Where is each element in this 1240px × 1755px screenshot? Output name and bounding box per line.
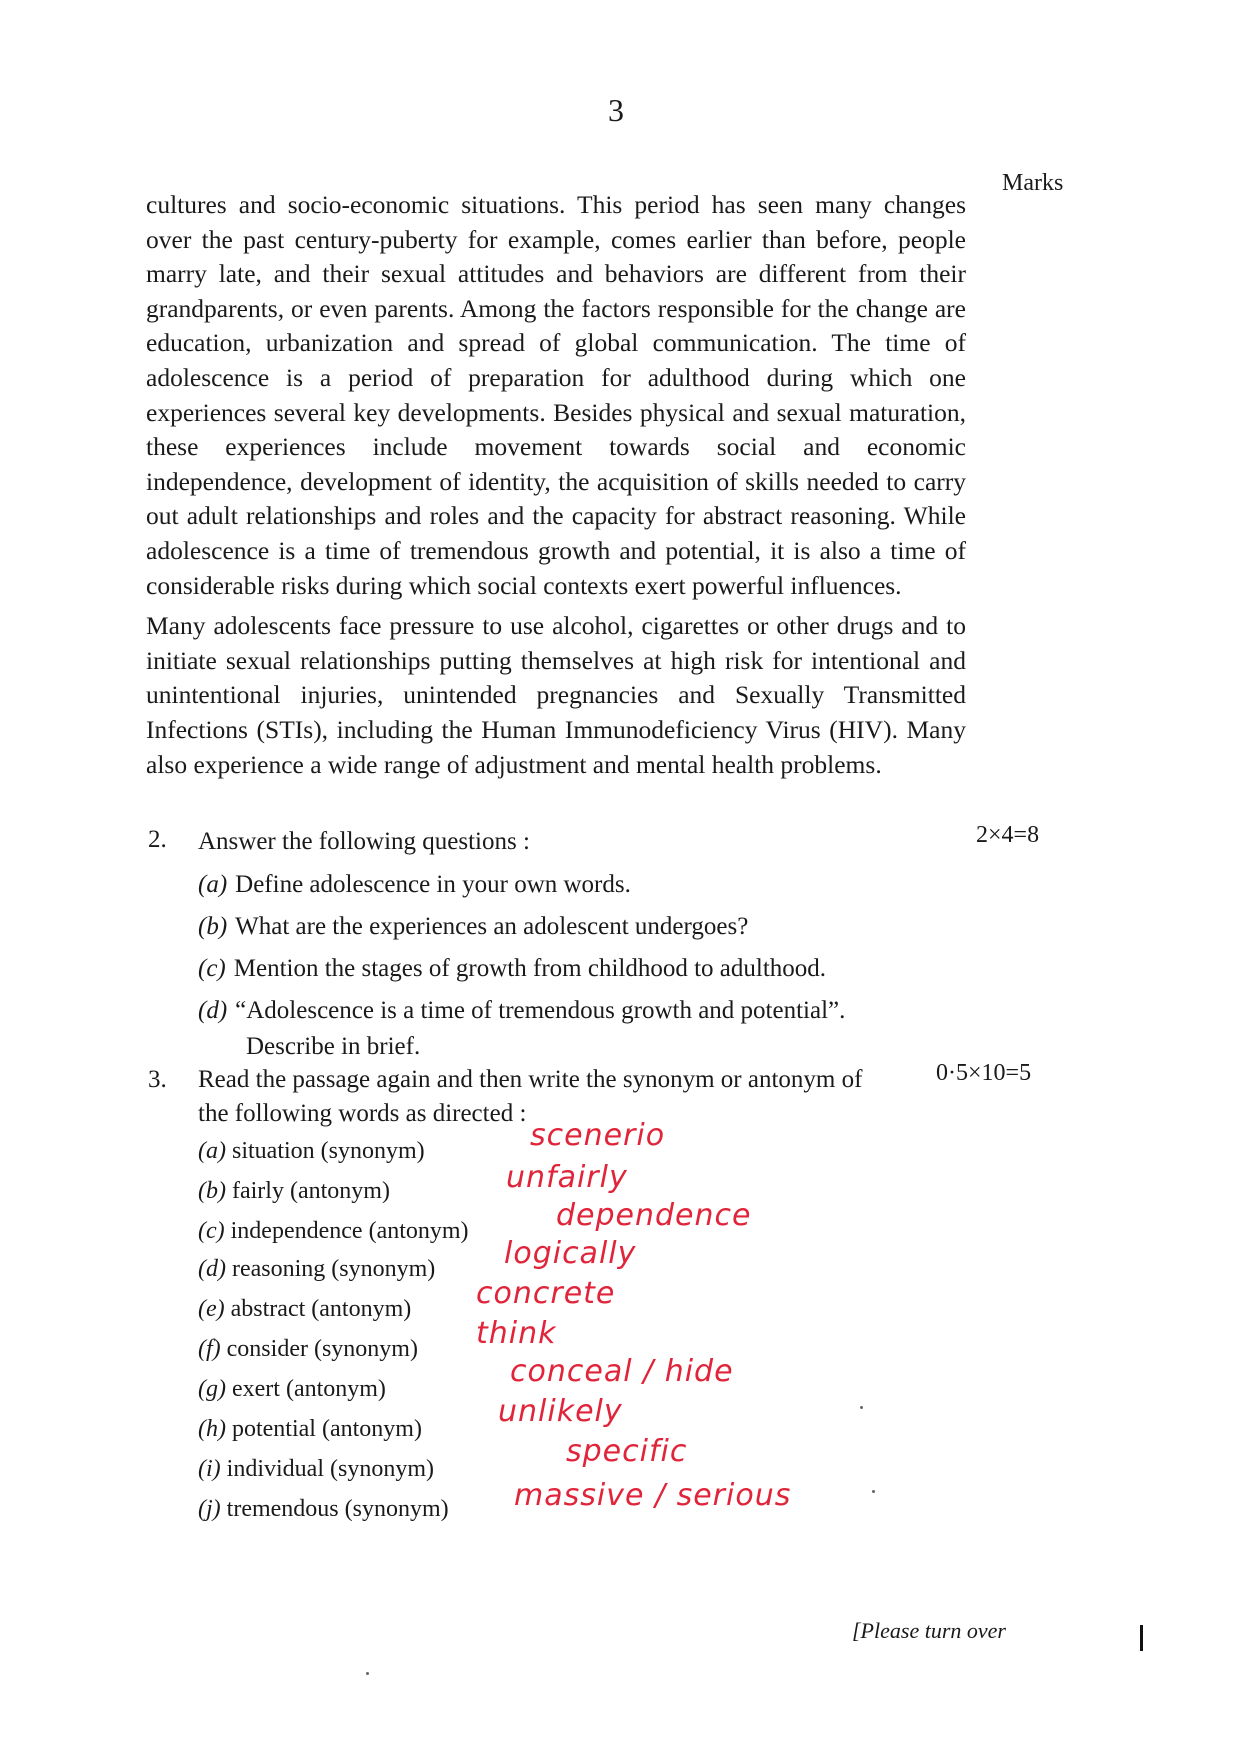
handwritten-answer-c: dependence bbox=[556, 1198, 752, 1233]
word-item-i bbox=[198, 1456, 434, 1483]
handwritten-answer-i: specific bbox=[566, 1434, 688, 1469]
item-label: (d) bbox=[198, 997, 228, 1024]
scan-speck bbox=[872, 1490, 875, 1493]
item-label: (e) bbox=[198, 1296, 225, 1322]
handwritten-answer-h: unlikely bbox=[498, 1394, 623, 1429]
item-text: tremendous (synonym) bbox=[226, 1496, 449, 1522]
item-text: “Adolescence is a time of tremendous growth and potential”. bbox=[235, 997, 846, 1024]
item-text: consider (synonym) bbox=[226, 1336, 418, 1362]
question-3-number: 3. bbox=[148, 1066, 167, 1093]
word-item-f bbox=[198, 1336, 418, 1363]
item-label: (c) bbox=[198, 1218, 225, 1244]
item-text: exert (antonym) bbox=[231, 1376, 386, 1402]
word-item-a bbox=[198, 1138, 425, 1165]
scan-speck bbox=[860, 1406, 863, 1409]
item-label: (f) bbox=[198, 1336, 221, 1362]
question-2-marks: 2×4=8 bbox=[976, 822, 1040, 848]
question-2-item-d bbox=[198, 994, 845, 1028]
question-2-item-b bbox=[198, 910, 748, 944]
item-text: potential (antonym) bbox=[231, 1416, 422, 1442]
item-label: (d) bbox=[198, 1256, 226, 1282]
item-text: reasoning (synonym) bbox=[231, 1256, 436, 1282]
item-label: (c) bbox=[198, 955, 226, 982]
item-text: individual (synonym) bbox=[226, 1456, 434, 1482]
handwritten-answer-a: scenerio bbox=[530, 1118, 666, 1153]
item-label: (a) bbox=[198, 1138, 226, 1164]
item-text: Define adolescence in your own words. bbox=[235, 871, 631, 898]
handwritten-answer-g: conceal / hide bbox=[510, 1354, 734, 1389]
word-item-c bbox=[198, 1218, 469, 1245]
word-item-b bbox=[198, 1178, 390, 1205]
marks-column-header: Marks bbox=[1002, 170, 1064, 196]
item-text: What are the experiences an adolescent undergoes? bbox=[235, 913, 749, 940]
question-3-marks: 0·5×10=5 bbox=[936, 1060, 1032, 1086]
question-3-lead-line2: the following words as directed : bbox=[198, 1100, 527, 1127]
word-item-d bbox=[198, 1256, 435, 1283]
item-label: (j) bbox=[198, 1496, 221, 1522]
item-text: situation (synonym) bbox=[231, 1138, 425, 1164]
scan-speck bbox=[366, 1672, 369, 1675]
item-label: (b) bbox=[198, 913, 228, 940]
item-label: (i) bbox=[198, 1456, 221, 1482]
item-text: independence (antonym) bbox=[230, 1218, 469, 1244]
handwritten-answer-e: concrete bbox=[476, 1276, 616, 1311]
item-text: Mention the stages of growth from childhood to adulthood. bbox=[233, 955, 827, 982]
passage-paragraph-2: Many adolescents face pressure to use alcohol, cigarettes or other drugs and to initiate sexual relationships putting themselves at high risk for intentional and unintentional injuries, unintended pregnancies and Sexually Transmitted Infections (STIs), including the Human Immunodeficiency Virus (HIV). Many also experience a wide range of adjustment and mental health problems. bbox=[146, 611, 966, 779]
word-item-e bbox=[198, 1296, 411, 1323]
question-2-item-d-line2: Describe in brief. bbox=[246, 1033, 421, 1060]
question-3-lead-line1: Read the passage again and then write the synonym or antonym of bbox=[198, 1066, 863, 1093]
handwritten-answer-d: logically bbox=[504, 1236, 637, 1271]
question-2-lead: Answer the following questions : bbox=[198, 828, 530, 855]
handwritten-answer-b: unfairly bbox=[506, 1160, 628, 1195]
margin-mark bbox=[1140, 1625, 1143, 1651]
question-2-item-a bbox=[198, 868, 631, 902]
passage-paragraph-1: cultures and socio-economic situations. This period has seen many changes over the past century-puberty for example, comes earlier than before, people marry late, and their sexual attitudes and behaviors are different from their grandparents, or even parents. Among the factors responsible for the change are education, urbanization and spread of global communication. The time of adolescence is a period of preparation for adulthood during which one experiences several key developments. Besides physical and sexual maturation, these experiences include movement towards social and economic independence, development of identity, the acquisition of skills needed to carry out adult relationships and roles and the capacity for abstract reasoning. While adolescence is a time of tremendous growth and potential, it is also a time of considerable risks during which social contexts exert powerful influences. bbox=[146, 190, 966, 600]
item-label: (a) bbox=[198, 871, 228, 898]
question-2-item-c bbox=[198, 952, 826, 986]
reading-passage bbox=[146, 188, 966, 782]
page-number: 3 bbox=[608, 92, 624, 128]
item-text: abstract (antonym) bbox=[230, 1296, 412, 1322]
word-item-j bbox=[198, 1496, 449, 1523]
question-2-number: 2. bbox=[148, 826, 167, 853]
handwritten-answer-f: think bbox=[476, 1316, 557, 1351]
item-label: (g) bbox=[198, 1376, 226, 1402]
word-item-h bbox=[198, 1416, 422, 1443]
word-item-g bbox=[198, 1376, 386, 1403]
item-label: (b) bbox=[198, 1178, 226, 1204]
turn-over-note: [Please turn over bbox=[852, 1618, 1006, 1643]
item-text: fairly (antonym) bbox=[231, 1178, 390, 1204]
item-label: (h) bbox=[198, 1416, 226, 1442]
handwritten-answer-j: massive / serious bbox=[514, 1478, 792, 1513]
